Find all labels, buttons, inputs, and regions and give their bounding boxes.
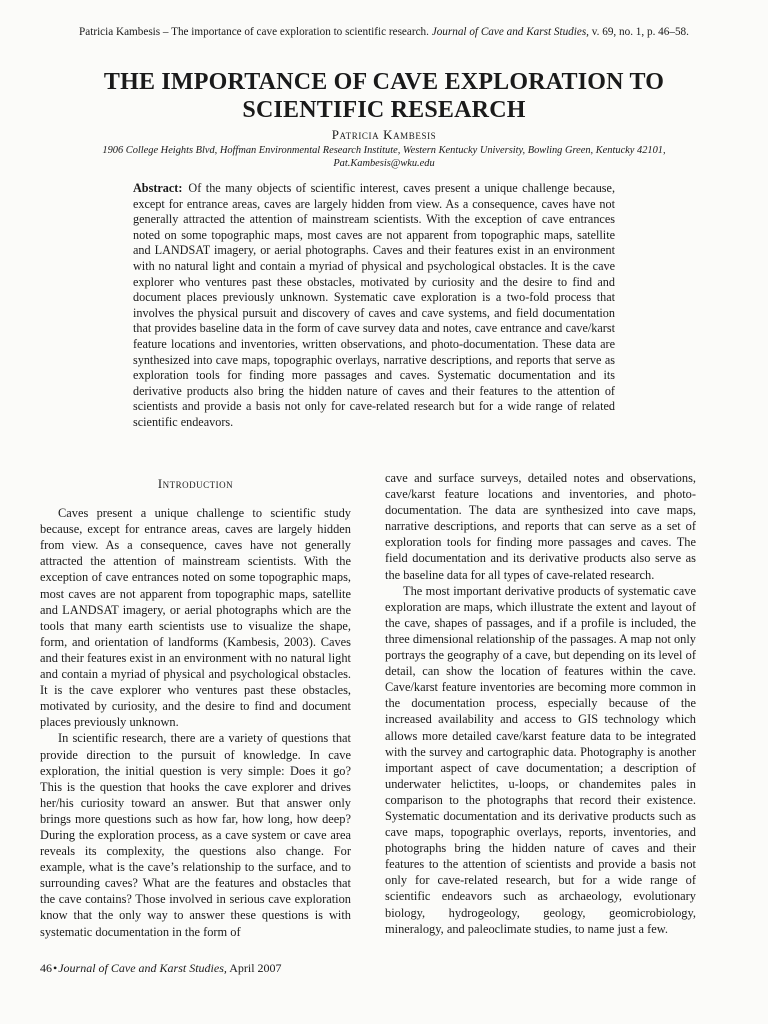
affiliation-address: 1906 College Heights Blvd, Hoffman Environmental Research Institute, Western Kentucky University, Bowling Green, Kentucky 42101, bbox=[102, 145, 666, 156]
body-paragraph: cave and surface surveys, detailed notes and observations, cave/karst feature locations and inventories, and photo-documentation. The data are synthesized into cave maps, narrative descriptions, and reports that can serve as a set of exploration tools for finding more passages and caves. The field documentation and its derivative products also serve as the baseline data for all types of cave-related research. bbox=[385, 471, 696, 582]
page-footer bbox=[40, 960, 282, 976]
body-paragraph: Caves present a unique challenge to scientific study because, except for entrance areas, caves are largely hidden from view. As a consequence, caves have not generally attracted the attention of mainstream scientists. With the exception of cave entrances noted on some topographic maps, most caves are not apparent from topographic maps, satellite and LANDSAT imagery, or aerial photographs which are the tools that many earth scientists use to visualize the shape, form, and orientation of landforms (Kambesis, 2003). Caves and their features exist in an environment with no natural light and contain a myriad of physical and psychological obstacles. It is the cave explorer who ventures past these obstacles, motivated by curiosity, and the desire to find and document places previously unknown. bbox=[40, 506, 351, 730]
abstract-label: Abstract: bbox=[133, 181, 183, 195]
page-number: 46 bbox=[40, 961, 52, 975]
affiliation-email: Pat.Kambesis@wku.edu bbox=[333, 158, 435, 169]
body-paragraph: In scientific research, there are a variety of questions that provide direction to the pursuit of knowledge. In cave exploration, the initial question is very simple: Does it go? This is the question that hooks the cave explorer and drives her/his curiosity toward an answer. But that answer only brings more questions such as how far, how long, how deep? During the exploration process, as a cave system or cave area reveals its complexity, the questions also change. For example, what is the cave’s relationship to the surface, and to surrounding caves? What are the features and obstacles that the cave contains? Those involved in serious cave exploration know that the only way to answer these questions is with systematic documentation in the form of bbox=[40, 731, 351, 939]
running-head bbox=[40, 25, 728, 39]
running-head-citation: v. 69, no. 1, p. 46–58. bbox=[591, 26, 689, 38]
footer-bullet: • bbox=[53, 961, 58, 975]
body-paragraph: The most important derivative products of systematic cave exploration are maps, which illustrate the extent and layout of the cave, shapes of passages, and if a profile is included, the three dimensional relationship of the passages. A map not only portrays the geography of a cave, but depending on its level of detail, can show the location of features within the cave. Cave/karst feature inventories are becoming more common in the documentation process, especially because of the increased availability and access to GIS technology which allows more detailed cave/karst feature data to be integrated with the survey and cartographic data. Photography is another important aspect of cave documentation; a description of underwater helictites, u-loops, or chandemites pales in comparison to the photographs that record their existence. Systematic documentation and its derivative products such as cave maps, topographic overlays, reports, inventories, and photographs bring the hidden nature of caves and their features to the attention of scientists and provide a basis not only for cave-related research, but for a wide range of scientific endeavors such as archaeology, evolutionary biology, hydrogeology, geology, geomicrobiology, mineralogy, and paleoclimate studies, to name just a few. bbox=[385, 583, 696, 936]
footer-journal: Journal of Cave and Karst Studies, bbox=[58, 961, 227, 975]
abstract-text: Of the many objects of scientific interest, caves present a unique challenge because, except for entrance areas, caves are largely hidden from view. As a consequence, caves have not generally attracted the attention of mainstream scientists. With the exception of cave entrances noted on some topographic maps, most caves are not apparent from topographic maps, satellite and LANDSAT imagery, or aerial photographs. Caves and their features exist in an environment with no natural light and contain a myriad of physical and psychological obstacles. It is the cave explorer who ventures past these obstacles, motivated by curiosity and the desire to find and document places previously unknown. Systematic cave exploration is a two-fold process that involves the physical pursuit and discovery of caves and cave systems, and field documentation that provides baseline data in the form of cave survey data and notes, cave entrance and cave/karst feature locations and inventories, written observations, and photo-documentation. These data are synthesized into cave maps, topographic overlays, narrative descriptions, and reports that serve as exploration tools for finding more passages and caves. Systematic documentation and its derivative products also bring the hidden nature of caves and their features to the attention of scientists and provide a basis not only for cave-related research but for a wide range of related scientific endeavors. bbox=[133, 181, 615, 429]
body-column-right bbox=[385, 470, 696, 937]
body-column-left bbox=[40, 470, 351, 940]
running-head-journal: Journal of Cave and Karst Studies, bbox=[431, 26, 589, 38]
article-title: THE IMPORTANCE OF CAVE EXPLORATION TO SCIENTIFIC RESEARCH bbox=[103, 69, 665, 123]
footer-date: April 2007 bbox=[229, 961, 282, 975]
abstract bbox=[133, 181, 615, 431]
author-affiliation bbox=[50, 144, 718, 170]
running-head-author-title: Patricia Kambesis – The importance of cave exploration to scientific research. bbox=[79, 26, 429, 38]
section-heading-introduction: Introduction bbox=[157, 477, 234, 491]
author-name: Patricia Kambesis bbox=[331, 127, 437, 142]
